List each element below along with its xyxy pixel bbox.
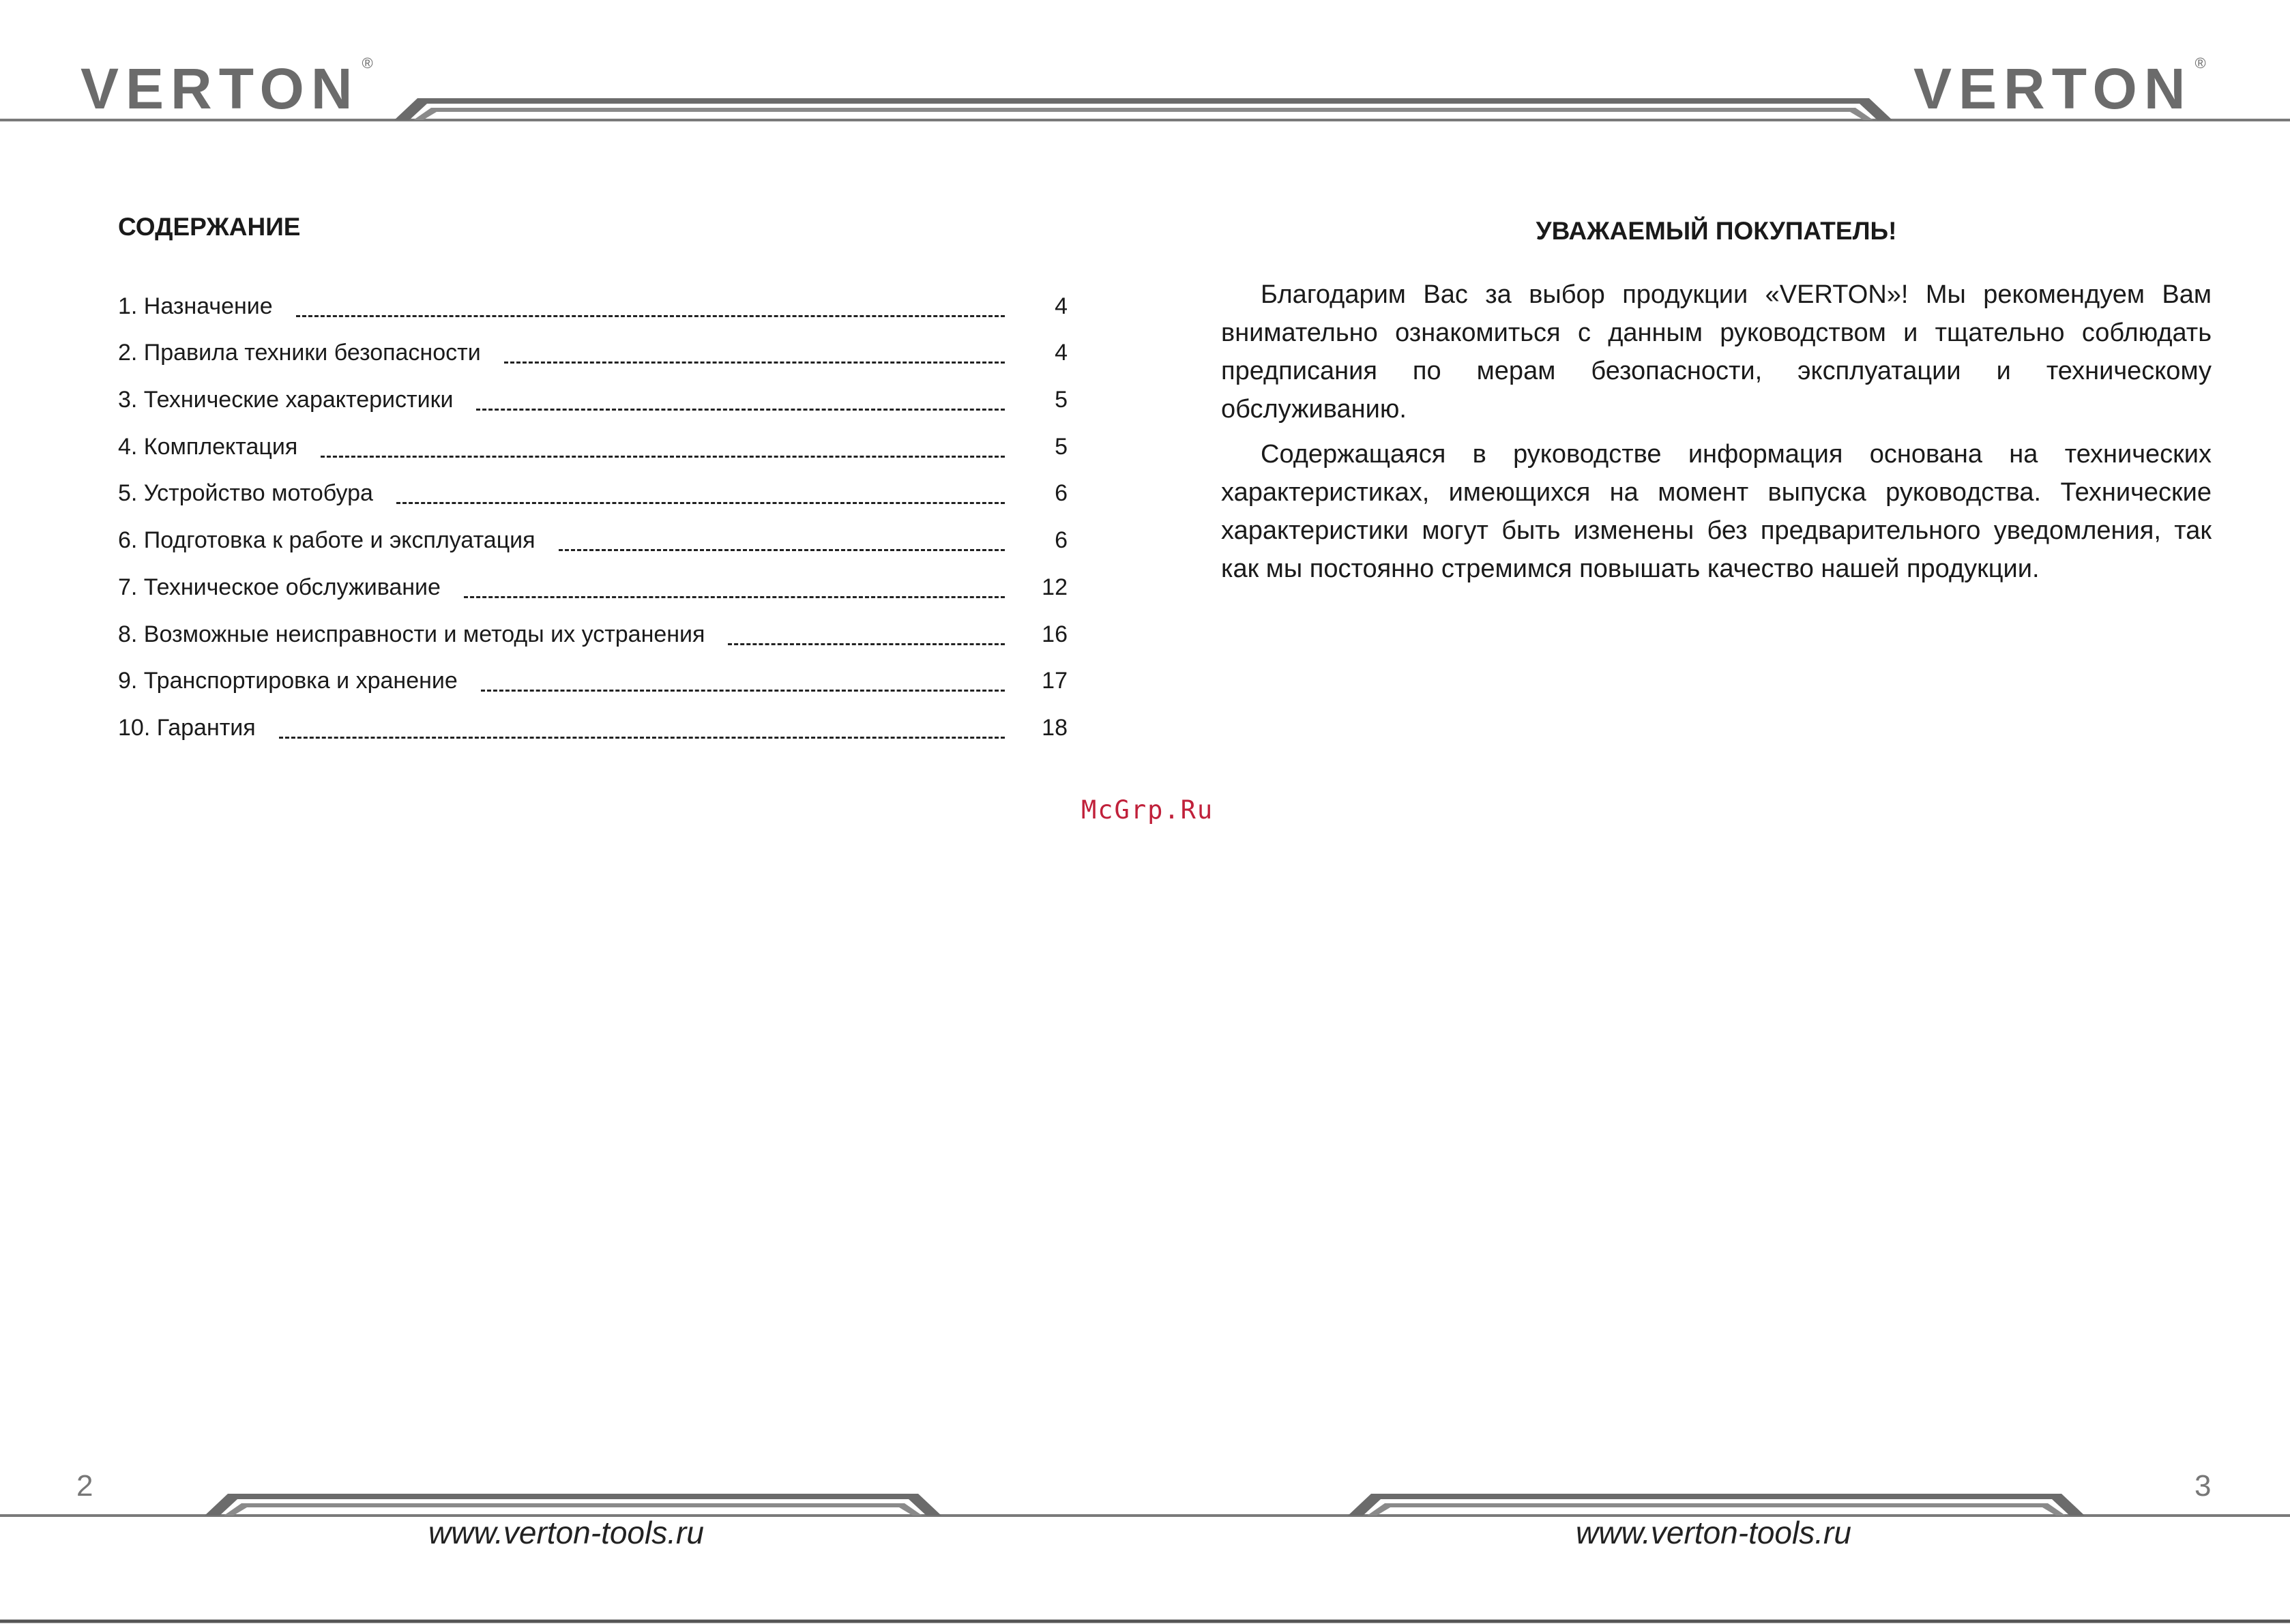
toc-leader: [559, 548, 1005, 551]
toc-entry-page: 18: [1042, 714, 1068, 741]
toc-entry-page: 4: [1055, 293, 1068, 319]
toc-leader: [476, 407, 1005, 411]
toc-entry-page: 16: [1042, 621, 1068, 647]
toc-entry[interactable]: [118, 696, 1068, 743]
toc-leader: [481, 688, 1005, 692]
greeting-paragraph: Благодарим Вас за выбор продукции «VERTON»! Мы рекомендуем Вам внимательно ознакомиться с данным руководством и тщательно соблюдать предписания по мерам безопасности, эксплуатации и техническому обслуживанию.: [1221, 280, 2212, 424]
toc-entry-label: 9. Транспортировка и хранение: [118, 668, 458, 694]
logo-text: VERTON: [1913, 57, 2192, 121]
toc-entry-label: 3. Технические характеристики: [118, 387, 454, 413]
toc-entry[interactable]: [118, 555, 1068, 602]
toc-entry-label: 1. Назначение: [118, 293, 273, 319]
toc-entry-page: 12: [1042, 574, 1068, 600]
watermark-link[interactable]: McGrp.Ru: [1081, 795, 1214, 825]
toc-entry-label: 4. Комплектация: [118, 433, 298, 460]
toc-entry-label: 10. Гарантия: [118, 714, 256, 741]
toc-entry-page: 6: [1055, 480, 1068, 507]
toc-leader: [279, 735, 1005, 739]
toc-leader: [464, 595, 1005, 598]
website-link-right[interactable]: www.verton-tools.ru: [1576, 1515, 1851, 1550]
verton-logo-left: [80, 55, 373, 121]
page-number-left: 2: [76, 1469, 93, 1503]
toc-entry-label: 6. Подготовка к работе и эксплуатация: [118, 527, 535, 554]
toc-leader: [728, 642, 1005, 645]
toc-entry[interactable]: [118, 415, 1068, 462]
registered-mark: ®: [2194, 55, 2206, 72]
toc-entry-page: 17: [1042, 668, 1068, 694]
website-link-left[interactable]: www.verton-tools.ru: [428, 1515, 704, 1550]
toc-leader: [504, 360, 1005, 364]
verton-logo-right: [1913, 55, 2206, 121]
toc-entry-page: 4: [1055, 340, 1068, 366]
toc-list: [118, 274, 1068, 743]
toc-entry[interactable]: [118, 321, 1068, 368]
page-number-right: 3: [2194, 1469, 2212, 1503]
registered-mark: ®: [362, 55, 373, 72]
toc-entry-label: 2. Правила техники безопасности: [118, 340, 481, 366]
toc-entry-label: 8. Возможные неисправности и методы их устранения: [118, 621, 705, 647]
toc-leader: [396, 501, 1005, 504]
toc-leader: [321, 454, 1005, 458]
logo-text: VERTON: [80, 57, 359, 121]
toc-entry[interactable]: [118, 462, 1068, 509]
toc-entry-page: 6: [1055, 527, 1068, 554]
toc-entry-label: 7. Техническое обслуживание: [118, 574, 441, 600]
toc-title: СОДЕРЖАНИЕ: [118, 213, 301, 241]
greeting-paragraph: Содержащаяся в руководстве информация основана на технических характеристиках, имеющихся на момент выпуска руководства. Технические характеристики могут быть изменены без предварительного уведомления, так как мы постоянно стремимся повышать качество нашей продукции.: [1221, 440, 2212, 583]
toc-entry[interactable]: [118, 274, 1068, 321]
toc-entry[interactable]: [118, 649, 1068, 696]
toc-entry-page: 5: [1055, 433, 1068, 460]
header-band-inner: [413, 108, 1873, 120]
toc-leader: [296, 314, 1005, 317]
toc-entry-label: 5. Устройство мотобура: [118, 480, 373, 507]
toc-entry[interactable]: [118, 368, 1068, 415]
toc-entry[interactable]: [118, 602, 1068, 649]
toc-entry-page: 5: [1055, 387, 1068, 413]
greeting-title: УВАЖАЕМЫЙ ПОКУПАТЕЛЬ!: [1536, 217, 1897, 245]
toc-entry[interactable]: [118, 508, 1068, 555]
